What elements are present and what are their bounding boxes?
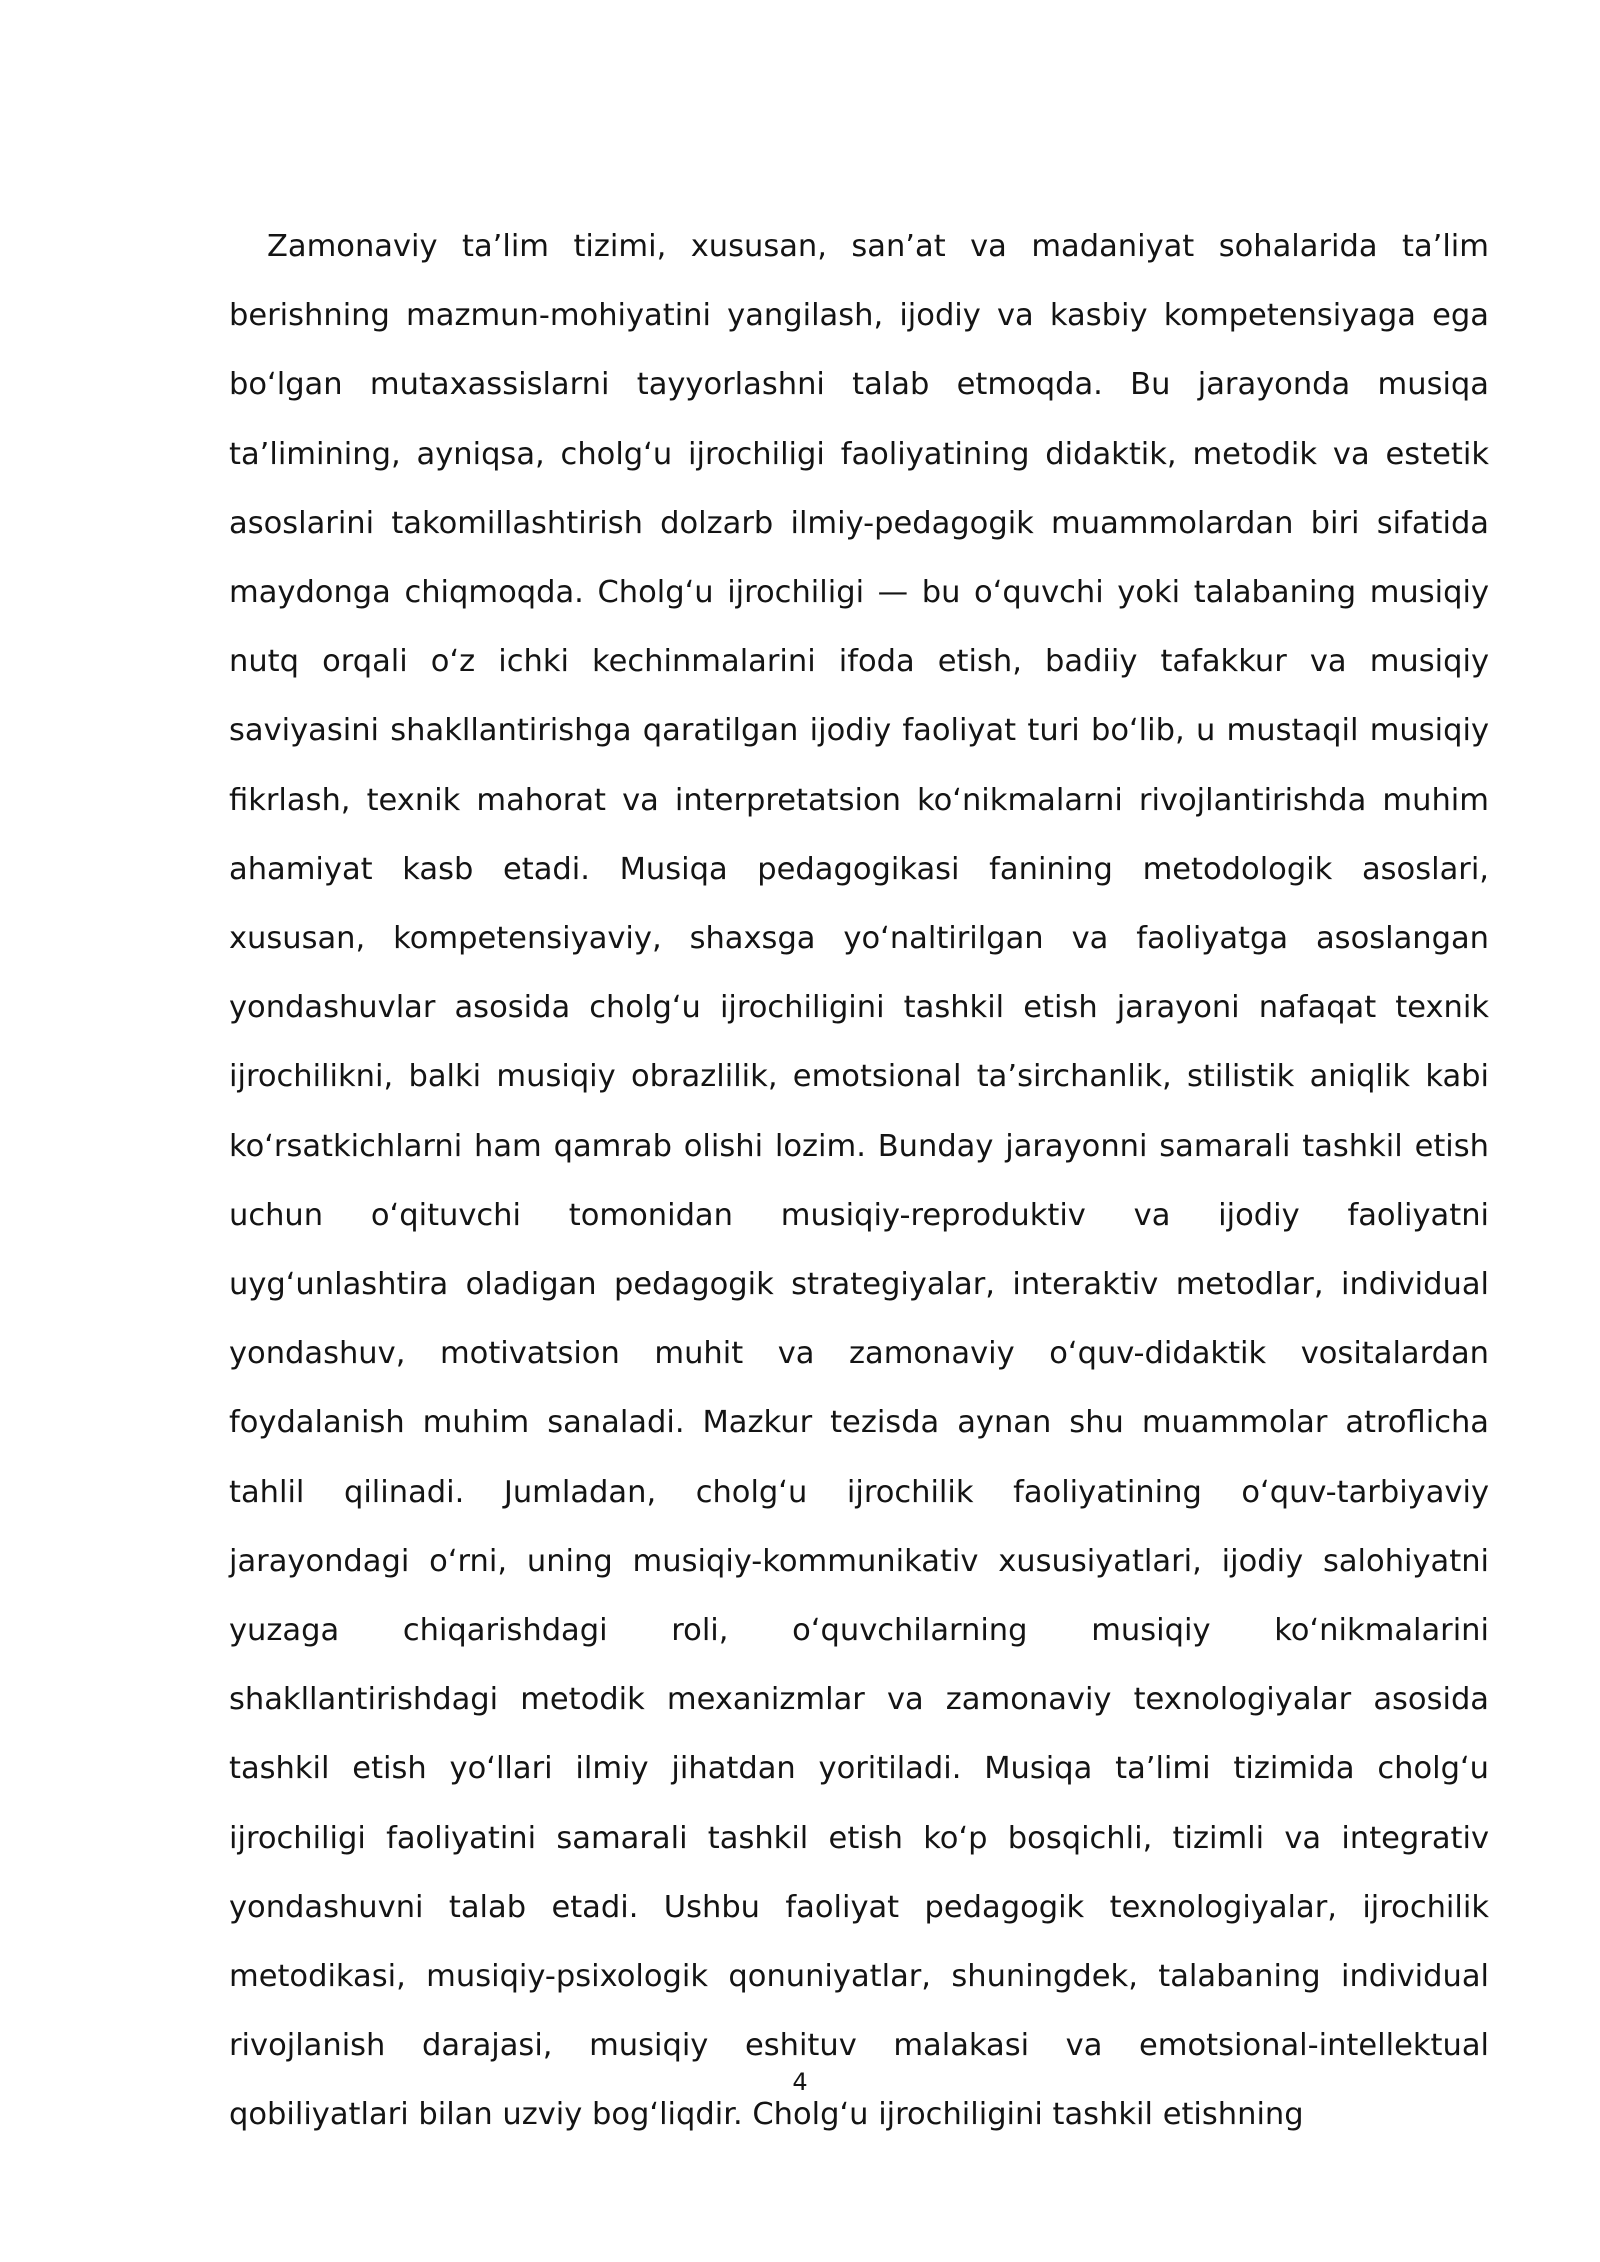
body-text [229, 212, 1489, 2150]
page-number: 4 [792, 2068, 808, 2096]
paragraph: Zamonaviy ta’lim tizimi, xususan, san’at va madaniyat sohalarida ta’lim berishning mazmun-mohiyatini yangilash, ijodiy va kasbiy kompetensiyaga ega boʻlgan mutaxassislarni tayyorlashni talab etmoqda. Bu jarayonda musiqa ta’limining, ayniqsa, cholgʻu ijrochiligi faoliyatining didaktik, metodik va estetik asoslarini takomillashtirish dolzarb ilmiy-pedagogik muammolardan biri sifatida maydonga chiqmoqda. Cholgʻu ijrochiligi — bu oʻquvchi yoki talabaning musiqiy nutq orqali oʻz ichki kechinmalarini ifoda etish, badiiy tafakkur va musiqiy saviyasini shakllantirishga qaratilgan ijodiy faoliyat turi boʻlib, u mustaqil musiqiy fikrlash, texnik mahorat va interpretatsion koʻnikmalarni rivojlantirishda muhim ahamiyat kasb etadi. Musiqa pedagogikasi fanining metodologik asoslari, xususan, kompetensiyaviy, shaxsga yoʻnaltirilgan va faoliyatga asoslangan yondashuvlar asosida cholgʻu ijrochiligini tashkil etish jarayoni nafaqat texnik ijrochilikni, balki musiqiy obrazlilik, emotsional ta’sirchanlik, stilistik aniqlik kabi koʻrsatkichlarni ham qamrab olishi lozim. Bunday jarayonni samarali tashkil etish uchun oʻqituvchi tomonidan musiqiy-reproduktiv va ijodiy faoliyatni uygʻunlashtira oladigan pedagogik strategiyalar, interaktiv metodlar, individual yondashuv, motivatsion muhit va zamonaviy oʻquv-didaktik vositalardan foydalanish muhim sanaladi. Mazkur tezisda aynan shu muammolar atroflicha tahlil qilinadi. Jumladan, cholgʻu ijrochilik faoliyatining oʻquv-tarbiyaviy jarayondagi oʻrni, uning musiqiy-kommunikativ xususiyatlari, ijodiy salohiyatni yuzaga chiqarishdagi roli, oʻquvchilarning musiqiy koʻnikmalarini shakllantirishdagi metodik mexanizmlar va zamonaviy texnologiyalar asosida tashkil etish yoʻllari ilmiy jihatdan yoritiladi. Musiqa ta’limi tizimida cholgʻu ijrochiligi faoliyatini samarali tashkil etish koʻp bosqichli, tizimli va integrativ yondashuvni talab etadi. Ushbu faoliyat pedagogik texnologiyalar, ijrochilik metodikasi, musiqiy-psixologik qonuniyatlar, shuningdek, talabaning individual rivojlanish darajasi, musiqiy eshituv malakasi va emotsional-intellektual qobiliyatlari bilan uzviy bogʻliqdir. Cholgʻu ijrochiligini tashkil etishning [229, 229, 1489, 2133]
